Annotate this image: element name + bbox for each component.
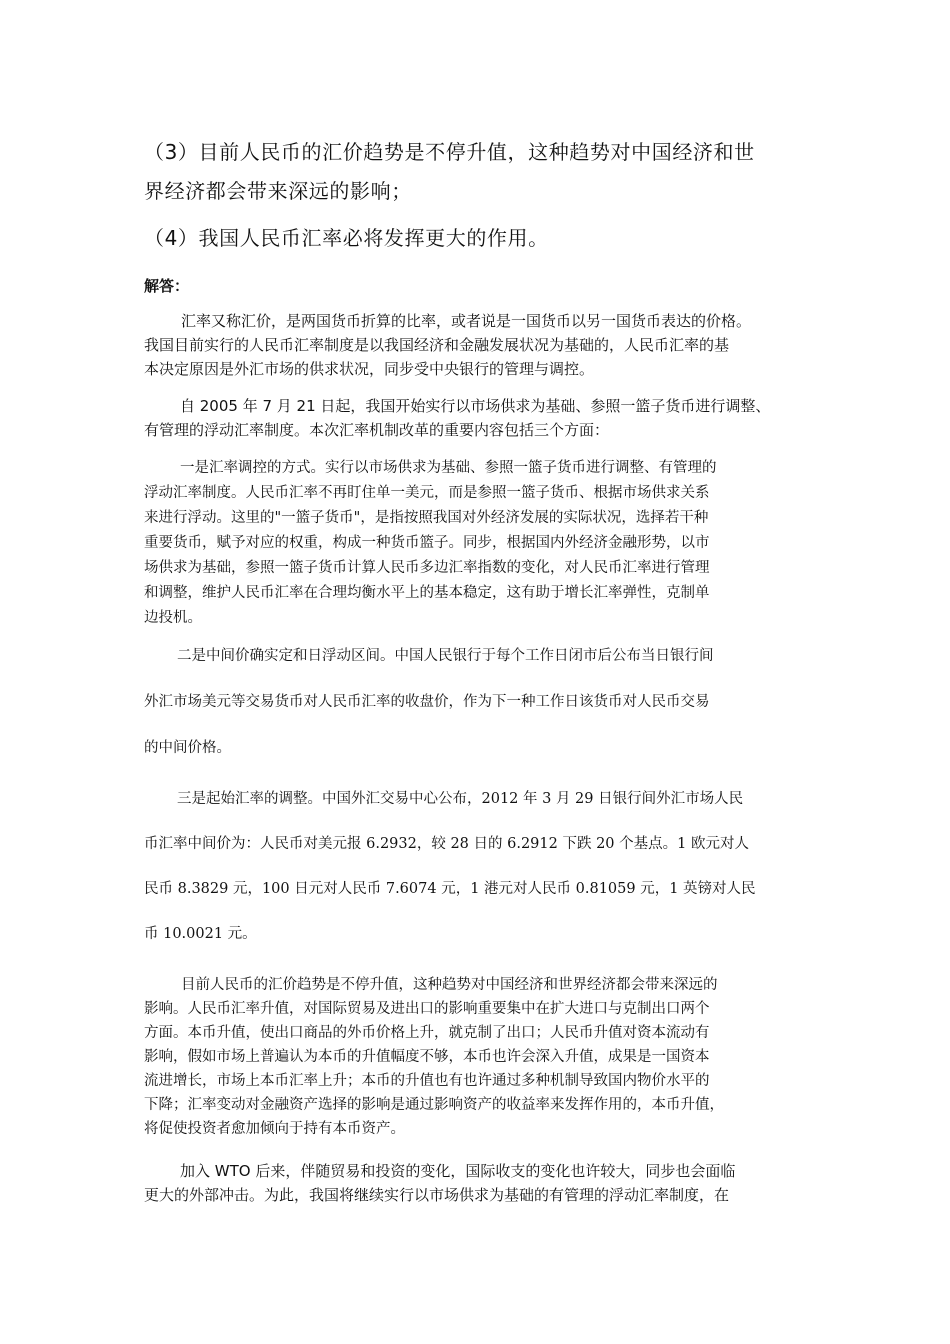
p5-line-3: 民币 8.3829 元，100 日元对人民币 7.6074 元，1 港元对人民币 0.81059 元，1 英镑对人民 (144, 881, 756, 897)
item-3-line-2: 界经济都会带来深远的影响； (144, 179, 412, 203)
p3-line-6: 和调整，维护人民币汇率在合理均衡水平上的基本稳定，这有助于增长汇率弹性，克制单 (144, 585, 710, 601)
answer-label: 解答： (144, 277, 190, 295)
p3-line-5: 场供求为基础，参照一篮子货币计算人民币多边汇率指数的变化，对人民币汇率进行管理 (144, 560, 710, 576)
p3-line-4: 重要货币，赋予对应的权重，构成一种货币篮子。同步，根据国内外经济金融形势，以市 (144, 535, 710, 551)
p7-line-2: 更大的外部冲击。为此，我国将继续实行以市场供求为基础的有管理的浮动汇率制度，在 (144, 1186, 730, 1204)
p6-line-6: 下降；汇率变动对金融资产选择的影响是通过影响资产的收益率来发挥作用的，本币升值， (144, 1097, 724, 1113)
p1-line-2: 我国目前实行的人民币汇率制度是以我国经济和金融发展状况为基础的，人民币汇率的基 (144, 336, 730, 354)
p7-line-1: 加入 WTO 后来，伴随贸易和投资的变化，国际收支的变化也许较大，同步也会面临 (180, 1162, 736, 1180)
p2-line-2: 有管理的浮动汇率制度。本次汇率机制改革的重要内容包括三个方面： (144, 421, 610, 439)
p1-line-1: 汇率又称汇价，是两国货币折算的比率，或者说是一国货币以另一国货币表达的价格。 (181, 312, 752, 330)
p6-line-1: 目前人民币的汇价趋势是不停升值，这种趋势对中国经济和世界经济都会带来深远的 (181, 977, 718, 993)
p3-line-1: 一是汇率调控的方式。实行以市场供求为基础、参照一篮子货币进行调整、有管理的 (180, 460, 717, 476)
p4-line-2: 外汇市场美元等交易货币对人民币汇率的收盘价，作为下一种工作日该货币对人民币交易 (144, 694, 710, 710)
p3-line-2: 浮动汇率制度。人民币汇率不再盯住单一美元，而是参照一篮子货币、根据市场供求关系 (144, 485, 710, 501)
p3-line-3: 来进行浮动。这里的"一篮子货币"，是指按照我国对外经济发展的实际状况，选择若干种 (144, 510, 709, 526)
p6-line-4: 影响，假如市场上普遍认为本币的升值幅度不够，本币也许会深入升值，成果是一国资本 (144, 1049, 710, 1065)
p6-line-2: 影响。人民币汇率升值，对国际贸易及进出口的影响重要集中在扩大进口与克制出口两个 (144, 1001, 710, 1017)
p6-line-3: 方面。本币升值，使出口商品的外币价格上升，就克制了出口；人民币升值对资本流动有 (144, 1025, 710, 1041)
p6-line-7: 将促使投资者愈加倾向于持有本币资产。 (144, 1121, 405, 1137)
p2-line-1: 自 2005 年 7 月 21 日起，我国开始实行以市场供求为基础、参照一篮子货币进行调整、 (180, 397, 771, 415)
p6-line-5: 流进增长，市场上本币汇率上升；本币的升值也有也许通过多种机制导致国内物价水平的 (144, 1073, 710, 1089)
p5-line-4: 币 10.0021 元。 (144, 926, 257, 942)
p5-line-1: 三是起始汇率的调整。中国外汇交易中心公布，2012 年 3 月 29 日银行间外汇市场人民 (177, 791, 744, 807)
p4-line-3: 的中间价格。 (144, 740, 231, 756)
p1-line-3: 本决定原因是外汇市场的供求状况，同步受中央银行的管理与调控。 (144, 360, 595, 378)
p3-line-7: 边投机。 (144, 610, 202, 626)
item-3-line-1: （3）目前人民币的汇价趋势是不停升值，这种趋势对中国经济和世 (144, 140, 755, 164)
p4-line-1: 二是中间价确实定和日浮动区间。中国人民银行于每个工作日闭市后公布当日银行间 (177, 648, 714, 664)
p5-line-2: 币汇率中间价为：人民币对美元报 6.2932，较 28 日的 6.2912 下跌 20 个基点。1 欧元对人 (144, 836, 749, 852)
item-4: （4）我国人民币汇率必将发挥更大的作用。 (144, 226, 549, 250)
